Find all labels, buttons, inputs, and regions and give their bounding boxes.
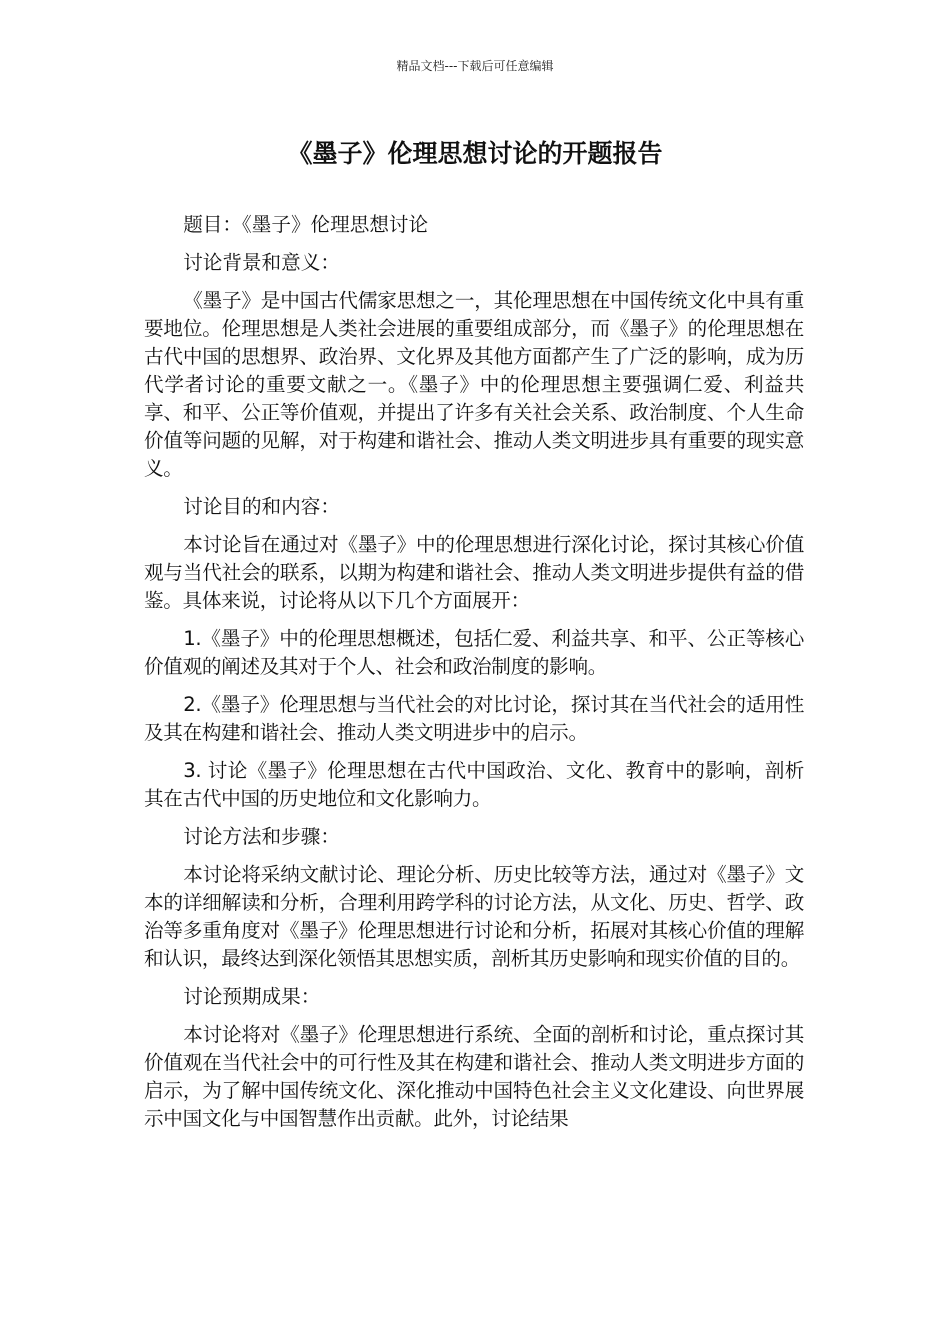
method-paragraph: 本讨论将采纳文献讨论、理论分析、历史比较等方法，通过对《墨子》文本的详细解读和分析，合理利用跨学科的讨论方法，从文化、历史、哲学、政治等多重角度对《墨子》伦理思想进行讨论和分析，拓展对其核心价值的理解和认识，最终达到深化领悟其思想实质，剖析其历史影响和现实价值的目的。 <box>144 863 804 970</box>
results-heading: 讨论预期成果： <box>183 985 321 1008</box>
document-title: 《墨子》伦理思想讨论的开题报告 <box>287 139 663 168</box>
background-paragraph: 《墨子》是中国古代儒家思想之一，其伦理思想在中国传统文化中具有重要地位。伦理思想是人类社会进展的重要组成部分，而《墨子》的伦理思想在古代中国的思想界、政治界、文化界及其他方面都产生了广泛的影响，成为历代学者讨论的重要文献之一。《墨子》中的伦理思想主要强调仁爱、利益共享、和平、公正等价值观，并提出了许多有关社会关系、政治制度、个人生命价值等问题的见解，对于构建和谐社会、推动人类文明进步具有重要的现实意义。 <box>144 289 804 480</box>
purpose-heading: 讨论目的和内容： <box>183 495 340 518</box>
results-paragraph: 本讨论将对《墨子》伦理思想进行系统、全面的剖析和讨论，重点探讨其价值观在当代社会中的可行性及其在构建和谐社会、推动人类文明进步方面的启示，为了解中国传统文化、深化推动中国特色社会主义文化建设、向世界展示中国文化与中国智慧作出贡献。此外，讨论结果 <box>144 1023 804 1130</box>
list-item-3: 3. 讨论《墨子》伦理思想在古代中国政治、文化、教育中的影响，剖析其在古代中国的历史地位和文化影响力。 <box>144 759 804 810</box>
purpose-paragraph: 本讨论旨在通过对《墨子》中的伦理思想进行深化讨论，探讨其核心价值观与当代社会的联系，以期为构建和谐社会、推动人类文明进步提供有益的借鉴。具体来说，讨论将从以下几个方面展开： <box>144 533 804 612</box>
list-item-1: 1.《墨子》中的伦理思想概述，包括仁爱、利益共享、和平、公正等核心价值观的阐述及其对于个人、社会和政治制度的影响。 <box>144 627 804 678</box>
topic-line: 题目：《墨子》伦理思想讨论 <box>183 213 429 236</box>
header-note: 精品文档---下载后可任意编辑 <box>396 59 554 73</box>
background-heading: 讨论背景和意义： <box>183 251 340 274</box>
method-heading: 讨论方法和步骤： <box>183 825 340 848</box>
document-body <box>144 211 804 1143</box>
list-item-2: 2.《墨子》伦理思想与当代社会的对比讨论，探讨其在当代社会的适用性及其在构建和谐社会、推动人类文明进步中的启示。 <box>144 693 804 744</box>
